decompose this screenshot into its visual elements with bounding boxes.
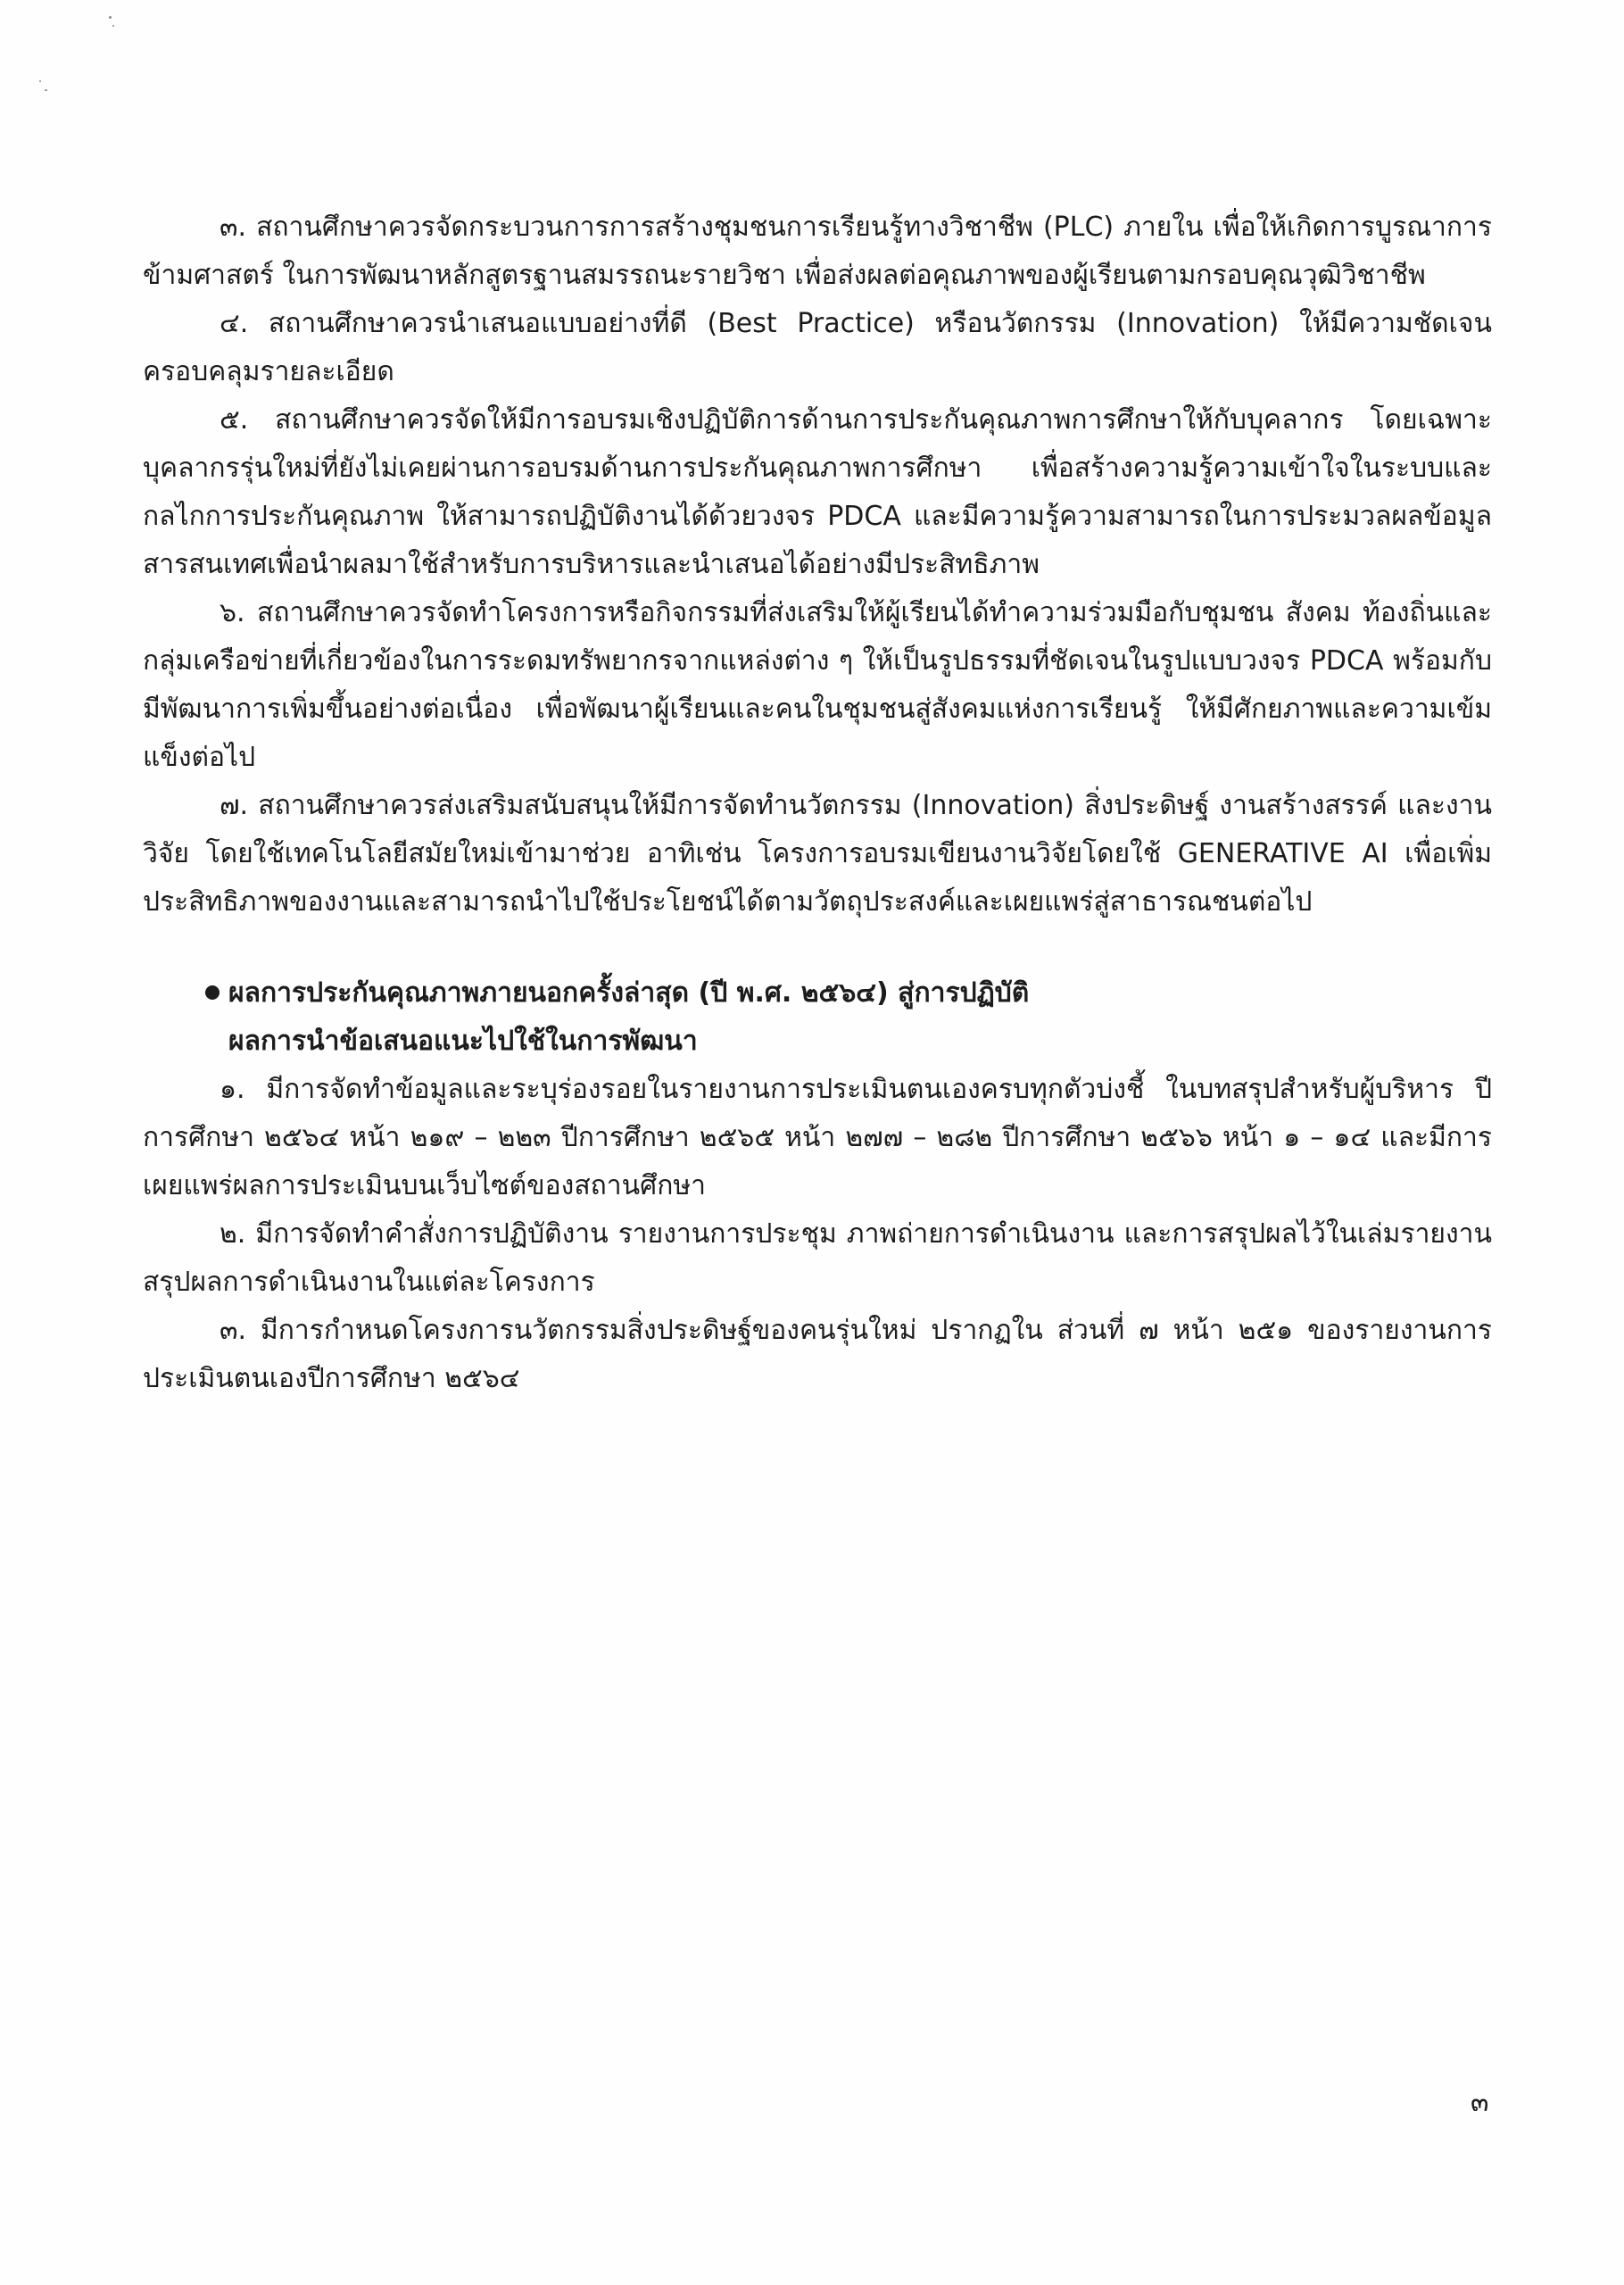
recommendation-item: ๗. สถานศึกษาควรส่งเสริมสนับสนุนให้มีการจัดทำนวัตกรรม (Innovation) สิ่งประดิษฐ์ งานสร้างสรรค์ และงานวิจัย โดยใช้เทคโนโลยีสมัยใหม่เข้ามาช่วย อาทิเช่น โครงการอบรมเขียนงานวิจัยโดยใช้ GENERATIVE AI เพื่อเพิ่มประสิทธิภาพของงานและสามารถนำไปใช้ประโยชน์ได้ตามวัตถุประสงค์และเผยแพร่สู่สาธารณชนต่อไป <box>143 790 1492 918</box>
recommendations-section <box>143 204 1492 926</box>
document-body <box>143 204 1492 1403</box>
results-section <box>143 969 1492 1403</box>
scan-speck <box>45 89 47 91</box>
recommendation-item: ๔. สถานศึกษาควรนำเสนอแบบอย่างที่ดี (Best Practice) หรือนวัตกรรม (Innovation) ให้มีความชัดเจนครอบคลุมรายละเอียด <box>143 308 1492 387</box>
page-number: ๓ <box>1471 2087 1489 2118</box>
scan-speck <box>112 25 114 27</box>
bullet-icon <box>205 985 220 1000</box>
result-item: ๓. มีการกำหนดโครงการนวัตกรรมสิ่งประดิษฐ์ของคนรุ่นใหม่ ปรากฏใน ส่วนที่ ๗ หน้า ๒๕๑ ของรายงานการประเมินตนเองปีการศึกษา ๒๕๖๔ <box>143 1315 1492 1394</box>
recommendation-item: ๖. สถานศึกษาควรจัดทำโครงการหรือกิจกรรมที่ส่งเสริมให้ผู้เรียนได้ทำความร่วมมือกับชุมชน สังคม ท้องถิ่นและกลุ่มเครือข่ายที่เกี่ยวข้องในการระดมทรัพยากรจากแหล่งต่าง ๆ ให้เป็นรูปธรรมที่ชัดเจนในรูปแบบวงจร PDCA พร้อมกับมีพัฒนาการเพิ่มขึ้นอย่างต่อเนื่อง เพื่อพัฒนาผู้เรียนและคนในชุมชนสู่สังคมแห่งการเรียนรู้ ให้มีศักยภาพและความเข้มแข็งต่อไป <box>143 597 1492 773</box>
recommendation-item: ๕. สถานศึกษาควรจัดให้มีการอบรมเชิงปฏิบัติการด้านการประกันคุณภาพการศึกษาให้กับบุคลากร โดยเฉพาะบุคลากรรุ่นใหม่ที่ยังไม่เคยผ่านการอบรมด้านการประกันคุณภาพการศึกษา เพื่อสร้างความรู้ความเข้าใจในระบบและกลไกการประกันคุณภาพ ให้สามารถปฏิบัติงานได้ด้วยวงจร PDCA และมีความรู้ความสามารถในการประมวลผลข้อมูลสารสนเทศเพื่อนำผลมาใช้สำหรับการบริหารและนำเสนอได้อย่างมีประสิทธิภาพ <box>143 404 1492 580</box>
scan-speck <box>109 16 112 19</box>
recommendation-item: ๓. สถานศึกษาควรจัดกระบวนการการสร้างชุมชนการเรียนรู้ทางวิชาชีพ (PLC) ภายใน เพื่อให้เกิดการบูรณาการข้ามศาสตร์ ในการพัฒนาหลักสูตรฐานสมรรถนะรายวิชา เพื่อส่งผลต่อคุณภาพของผู้เรียนตามกรอบคุณวุฒิวิชาชีพ <box>143 212 1492 291</box>
scan-speck <box>39 80 41 82</box>
results-heading-line2: ผลการนำข้อเสนอแนะไปใช้ในการพัฒนา <box>228 1026 698 1057</box>
result-item: ๑. มีการจัดทำข้อมูลและระบุร่องรอยในรายงานการประเมินตนเองครบทุกตัวบ่งชี้ ในบทสรุปสำหรับผู้บริหาร ปีการศึกษา ๒๕๖๔ หน้า ๒๑๙ – ๒๒๓ ปีการศึกษา ๒๕๖๕ หน้า ๒๗๗ – ๒๘๒ ปีการศึกษา ๒๕๖๖ หน้า ๑ – ๑๔ และมีการเผยแพร่ผลการประเมินบนเว็บไซต์ของสถานศึกษา <box>143 1074 1492 1201</box>
result-item: ๒. มีการจัดทำคำสั่งการปฏิบัติงาน รายงานการประชุม ภาพถ่ายการดำเนินงาน และการสรุปผลไว้ในเล่มรายงานสรุปผลการดำเนินงานในแต่ละโครงการ <box>143 1218 1492 1298</box>
results-heading <box>143 969 1492 1066</box>
results-heading-line1: ผลการประกันคุณภาพภายนอกครั้งล่าสุด (ปี พ.ศ. ๒๕๖๔) สู่การปฏิบัติ <box>228 977 1030 1009</box>
